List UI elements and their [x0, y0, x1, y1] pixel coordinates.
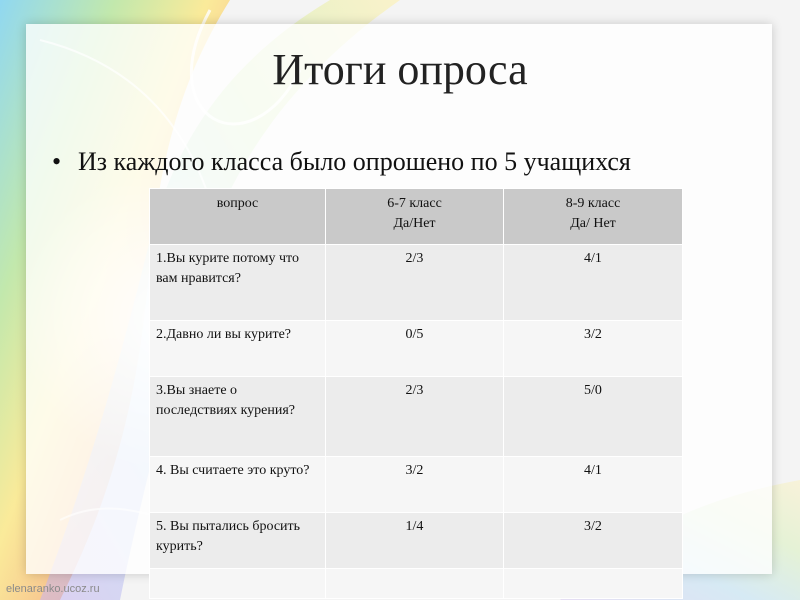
- survey-results-table: [149, 188, 683, 599]
- answer-cell-8-9: 3/2: [504, 321, 683, 377]
- question-cell: 3.Вы знаете о последствиях курения?: [150, 377, 326, 457]
- answer-cell-8-9: 4/1: [504, 245, 683, 321]
- header-grade-6-7-text: 6-7 класс Да/Нет: [387, 196, 442, 232]
- source-watermark: elenaranko.ucoz.ru: [6, 583, 100, 595]
- question-cell: 5. Вы пытались бросить курить?: [150, 513, 326, 569]
- question-cell: [150, 569, 326, 599]
- answer-cell-8-9: 5/0: [504, 377, 683, 457]
- table-row: [150, 377, 683, 457]
- answer-cell-6-7: 0/5: [326, 321, 504, 377]
- header-grade-8-9: [504, 189, 683, 245]
- header-grade-6-7: [326, 189, 504, 245]
- table-row: [150, 321, 683, 377]
- answer-cell-6-7: [326, 569, 504, 599]
- table-row: [150, 513, 683, 569]
- header-question: вопрос: [150, 189, 326, 245]
- answer-cell-6-7: 1/4: [326, 513, 504, 569]
- slide-title: Итоги опроса: [272, 45, 528, 94]
- table-row: [150, 569, 683, 599]
- question-cell: 2.Давно ли вы курите?: [150, 321, 326, 377]
- question-cell: 4. Вы считаете это круто?: [150, 457, 326, 513]
- answer-cell-6-7: 3/2: [326, 457, 504, 513]
- table-header-row: [150, 189, 683, 245]
- question-cell: 1.Вы курите потому что вам нравится?: [150, 245, 326, 321]
- bullet-marker: •: [52, 147, 62, 176]
- answer-cell-6-7: 2/3: [326, 377, 504, 457]
- header-grade-8-9-text: 8-9 класс Да/ Нет: [565, 196, 621, 232]
- bullet-item: [52, 146, 631, 177]
- answer-cell-8-9: [504, 569, 683, 599]
- bullet-text: Из каждого класса было опрошено по 5 учащихся: [78, 147, 631, 176]
- answer-cell-8-9: 3/2: [504, 513, 683, 569]
- answer-cell-8-9: 4/1: [504, 457, 683, 513]
- table-row: [150, 457, 683, 513]
- table-row: [150, 245, 683, 321]
- answer-cell-6-7: 2/3: [326, 245, 504, 321]
